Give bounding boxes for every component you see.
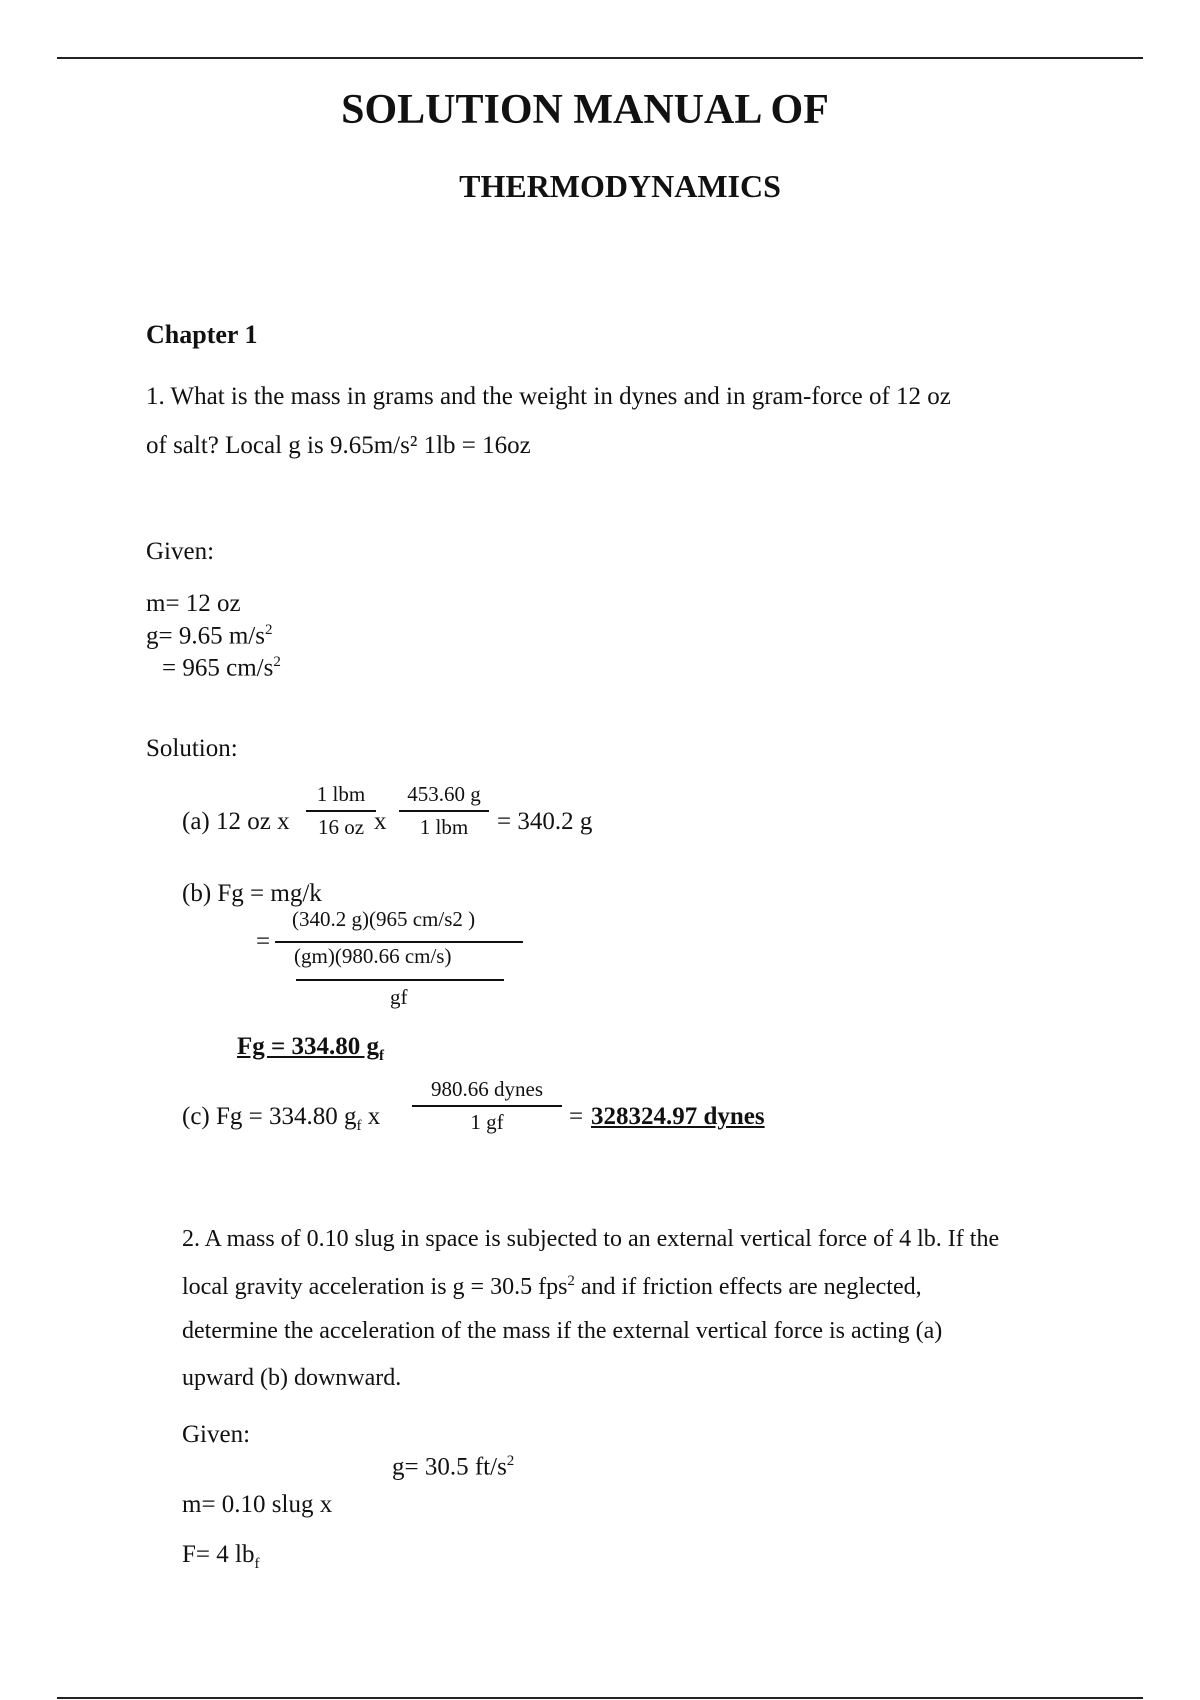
part-b-denominator-top: (gm)(980.66 cm/s): [294, 944, 452, 968]
part-a-fraction-1-numerator: 1 lbm: [316, 782, 366, 806]
part-c-prefix: (c) Fg = 334.80 $g_f$ x: [182, 1103, 381, 1134]
problem2-given-force: F= 4 $lb_f$: [182, 1541, 260, 1572]
part-a-times: x: [374, 808, 387, 835]
problem1-given-gravity: g= 9.65 $m/s^2$: [146, 622, 273, 650]
part-a-result: = 340.2 g: [497, 808, 593, 835]
part-b-formula: (b) Fg = mg/k: [182, 880, 322, 907]
problem2-statement-line3: determine the acceleration of the mass if the external vertical force is acting (a): [182, 1318, 943, 1344]
part-c-answer: 328324.97 dynes: [591, 1103, 765, 1130]
problem2-given-label: Given:: [182, 1421, 251, 1448]
page-subtitle: THERMODYNAMICS: [459, 168, 781, 204]
part-a-fraction-1-denominator: 16 oz: [317, 815, 365, 839]
part-a-fraction-2: [399, 782, 489, 840]
problem1-statement-line2: of salt? Local g is 9.65m/s² 1lb = 16oz: [146, 432, 531, 459]
part-a-fraction-2-numerator: 453.60 g: [407, 782, 481, 806]
part-b-inner-fraction-bar: [296, 979, 504, 981]
problem1-solution-label: Solution:: [146, 735, 238, 762]
part-c-fraction-numerator: 980.66 dynes: [431, 1077, 543, 1101]
part-b-denominator-bottom: gf: [390, 985, 408, 1009]
part-b-equals: =: [256, 928, 271, 955]
chapter-heading: Chapter 1: [146, 320, 258, 349]
problem1-given-gravity-cgs: = 965 $cm/s^2$: [162, 654, 281, 682]
problem2-statement-line4: upward (b) downward.: [182, 1365, 402, 1391]
problem2-statement-line2: local gravity acceleration is g = 30.5 fps$^2$ and if friction effects are neglected,: [182, 1273, 922, 1300]
problem2-given-mass: m= 0.10 slug x: [182, 1491, 333, 1518]
part-b-answer: Fg = 334.80 $g_f$: [237, 1033, 385, 1064]
problem1-given-mass: m= 12 oz: [146, 590, 241, 617]
problem1-statement-line1: 1. What is the mass in grams and the weight in dynes and in gram-force of 12 oz: [146, 383, 951, 410]
problem2-statement-line1: 2. A mass of 0.10 slug in space is subjected to an external vertical force of 4 lb. If the: [182, 1226, 1000, 1252]
part-a-fraction-1: [306, 782, 376, 840]
problem1-given-label: Given:: [146, 538, 215, 565]
problem2-given-gravity: g= 30.5 $ft/s^2$: [392, 1453, 515, 1481]
part-c-fraction: [412, 1077, 562, 1135]
page-title: SOLUTION MANUAL OF: [341, 87, 829, 133]
part-b-numerator: (340.2 g)(965 cm/s2 ): [292, 907, 476, 931]
part-b-main-fraction-bar: [275, 941, 523, 943]
top-rule: [57, 57, 1143, 59]
part-c-equals: =: [569, 1103, 584, 1130]
part-c-fraction-denominator: 1 gf: [470, 1110, 504, 1134]
bottom-rule: [57, 1697, 1143, 1699]
part-a-fraction-2-denominator: 1 lbm: [419, 815, 469, 839]
part-a-prefix: (a) 12 oz x: [182, 808, 290, 835]
